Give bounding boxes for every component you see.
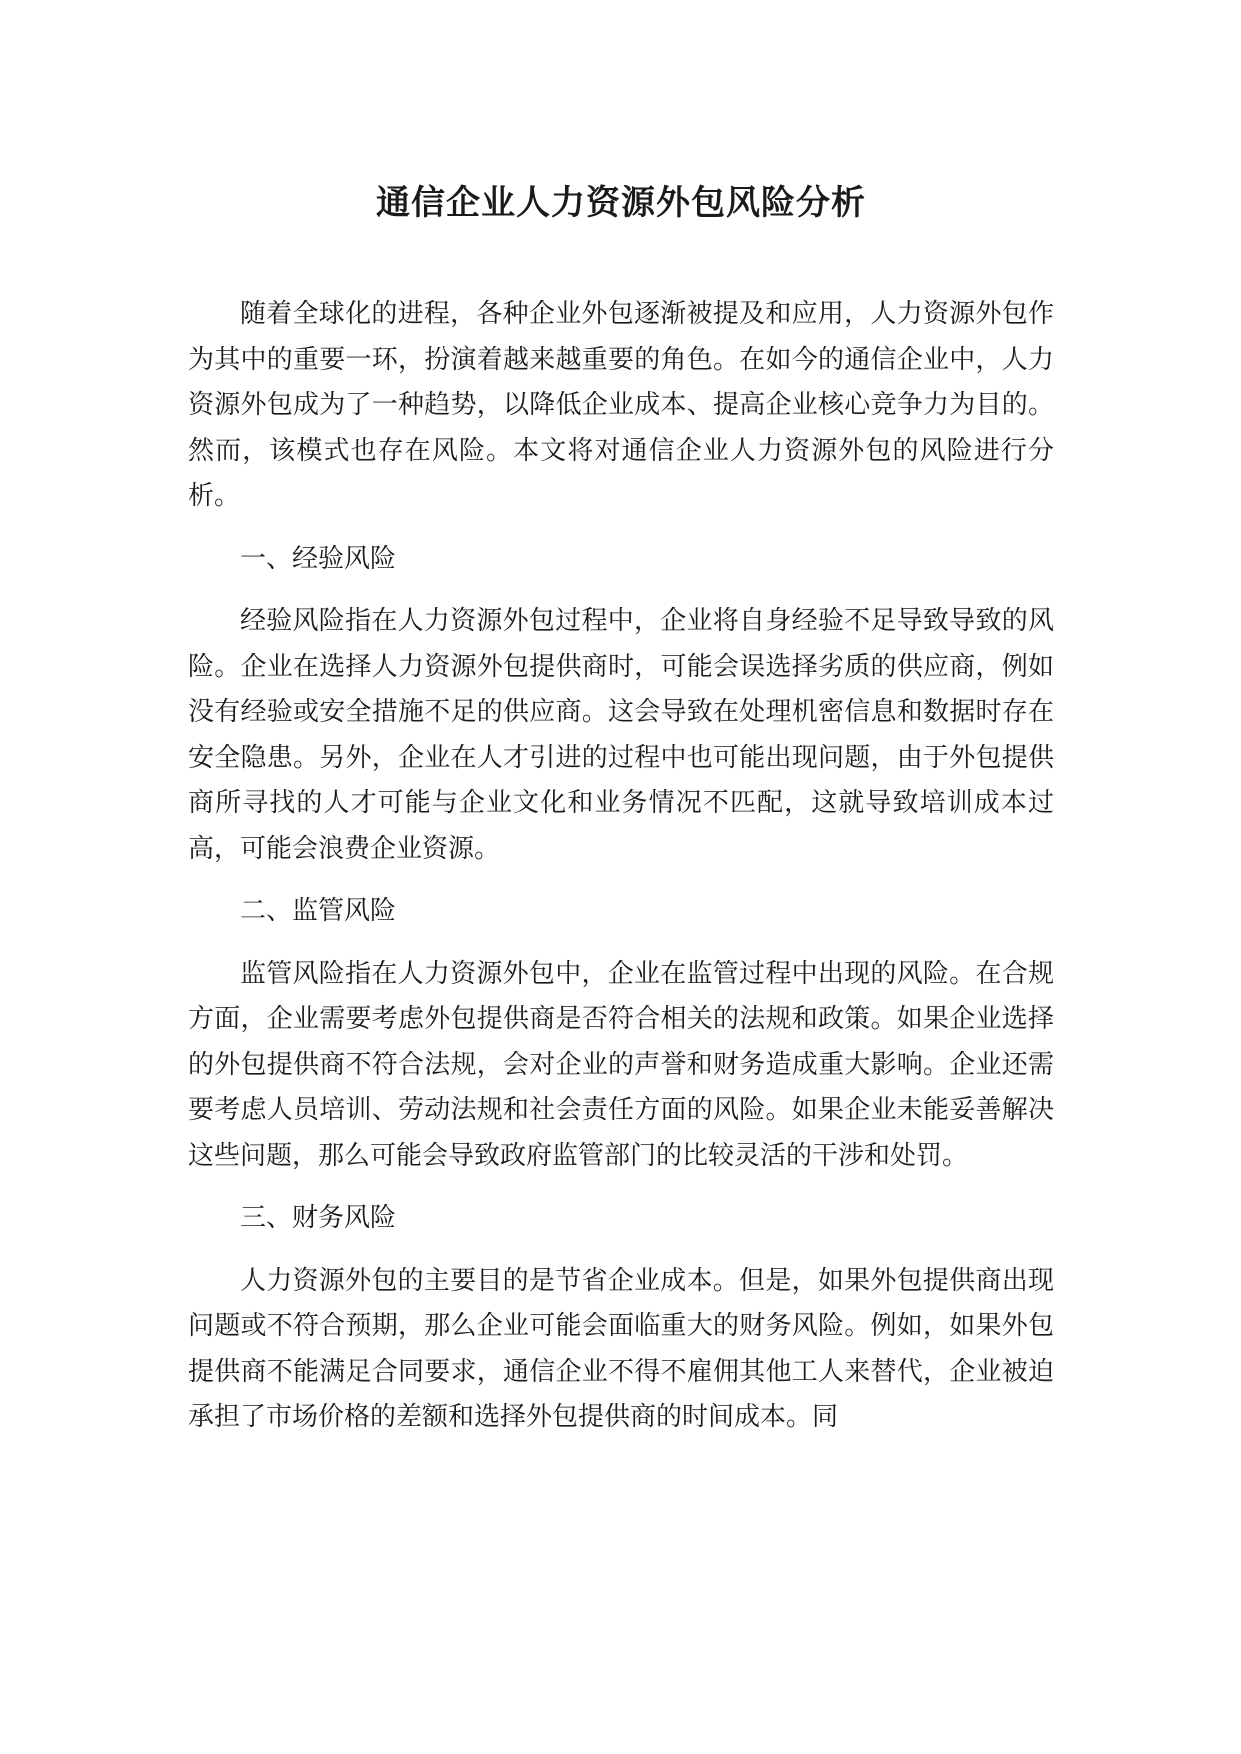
section-body-financial-risk: 人力资源外包的主要目的是节省企业成本。但是，如果外包提供商出现问题或不符合预期，那么企业可能会面临重大的财务风险。例如，如果外包提供商不能满足合同要求，通信企业不得不雇佣其他工人来替代，企业被迫承担了市场价格的差额和选择外包提供商的时间成本。同 [188, 1265, 1054, 1432]
section-heading-regulatory-risk: 二、监管风险 [240, 896, 397, 926]
intro-paragraph: 随着全球化的进程，各种企业外包逐渐被提及和应用，人力资源外包作为其中的重要一环，扮演着越来越重要的角色。在如今的通信企业中，人力资源外包成为了一种趋势，以降低企业成本、提高企业核心竞争力为目的。然而，该模式也存在风险。本文将对通信企业人力资源外包的风险进行分析。 [188, 299, 1054, 511]
section-heading-financial-risk: 三、财务风险 [240, 1203, 397, 1233]
document-body [188, 292, 1054, 1458]
section-heading-experience-risk: 一、经验风险 [240, 543, 397, 574]
section-body-experience-risk: 经验风险指在人力资源外包过程中，企业将自身经验不足导致导致的风险。企业在选择人力资源外包提供商时，可能会误选择劣质的供应商，例如没有经验或安全措施不足的供应商。这会导致在处理机密信息和数据时存在安全隐患。另外，企业在人才引进的过程中也可能出现问题，由于外包提供商所寻找的人才可能与企业文化和业务情况不匹配，这就导致培训成本过高，可能会浪费企业资源。 [188, 606, 1054, 864]
document-page [188, 0, 1054, 1754]
section-body-regulatory-risk: 监管风险指在人力资源外包中，企业在监管过程中出现的风险。在合规方面，企业需要考虑外包提供商是否符合相关的法规和政策。如果企业选择的外包提供商不符合法规，会对企业的声誉和财务造成重大影响。企业还需要考虑人员培训、劳动法规和社会责任方面的风险。如果企业未能妥善解决这些问题，那么可能会导致政府监管部门的比较灵活的干涉和处罚。 [188, 958, 1054, 1171]
document-title: 通信企业人力资源外包风险分析 [376, 183, 866, 223]
